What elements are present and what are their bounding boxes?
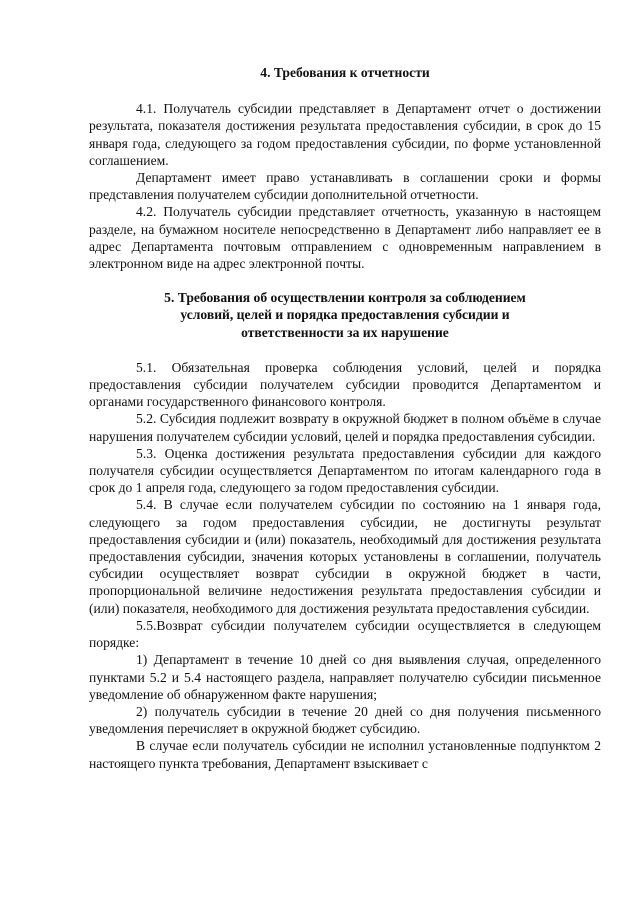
paragraph-5-2: 5.2. Субсидия подлежит возврату в окружной бюджет в полном объёме в случае нарушения получателем субсидии условий, целей и порядка предоставления субсидии. (89, 411, 601, 444)
paragraph-4-1: 4.1. Получатель субсидии представляет в Департамент отчет о достижении результата, показателя достижения результата предоставления субсидии, в срок до 15 января года, следующего за годом предоставления субсидии, по форме установленной соглашением. (89, 101, 601, 168)
section-5-heading-line-3: ответственности за их нарушение (241, 324, 449, 340)
paragraph-4-2: 4.2. Получатель субсидии представляет отчетность, указанную в настоящем разделе, на бумажном носителе непосредственно в Департамент либо направляет ее в адрес Департамента почтовым отправлением с одновременным направлением в электронном виде на адрес электронной почты. (89, 204, 601, 272)
paragraph-5-5-recovery: В случае если получатель субсидии не исполнил установленные подпунктом 2 настоящего пункта требования, Департамент взыскивает с (89, 738, 601, 771)
paragraph-5-5-item-2: 2) получатель субсидии в течение 20 дней со дня получения письменного уведомления перечисляет в окружной бюджет субсидию. (89, 703, 601, 737)
section-5-heading-line-1: 5. Требования об осуществлении контроля за соблюдением (164, 290, 526, 306)
section-4-heading: 4. Требования к отчетности (260, 65, 430, 80)
paragraph-5-3: 5.3. Оценка достижения результата предоставления субсидии для каждого получателя субсидии осуществляется Департаментом по итогам календарного года в срок до 1 апреля года, следующего за годом предоставления субсидии. (89, 445, 601, 496)
paragraph-5-5-item-1: 1) Департамент в течение 10 дней со дня выявления случая, определенного пунктами 5.2 и 5.4 настоящего раздела, направляет получателю субсидии письменное уведомление об обнаруженном факте нарушения; (89, 652, 601, 702)
section-5-heading-line-2: условий, целей и порядка предоставления субсидии и (180, 307, 510, 323)
paragraph-5-1: 5.1. Обязательная проверка соблюдения условий, целей и порядка предоставления субсидии получателем субсидии проводится Департаментом и органами государственного финансового контроля. (89, 359, 601, 410)
document-content (89, 64, 601, 772)
paragraph-5-4: 5.4. В случае если получателем субсидии по состоянию на 1 января года, следующего за годом предоставления субсидии, не достигнуты результат предоставления субсидии и (или) показатель, необходимый для достижения результата предоставления субсидии, значения которых установлены в соглашении, получатель субсидии осуществляет возврат субсидии в окружной бюджет в части, пропорциональной величине недостижения результата предоставления субсидии и (или) показателя, необходимого для достижения результата предоставления субсидии. (89, 497, 601, 616)
section-5-heading (89, 289, 601, 341)
paragraph-4-1-additional: Департамент имеет право устанавливать в соглашении сроки и формы представления получателем субсидии дополнительной отчетности. (89, 170, 601, 203)
paragraph-5-5: 5.5.Возврат субсидии получателем субсидии осуществляется в следующем порядке: (89, 617, 601, 651)
